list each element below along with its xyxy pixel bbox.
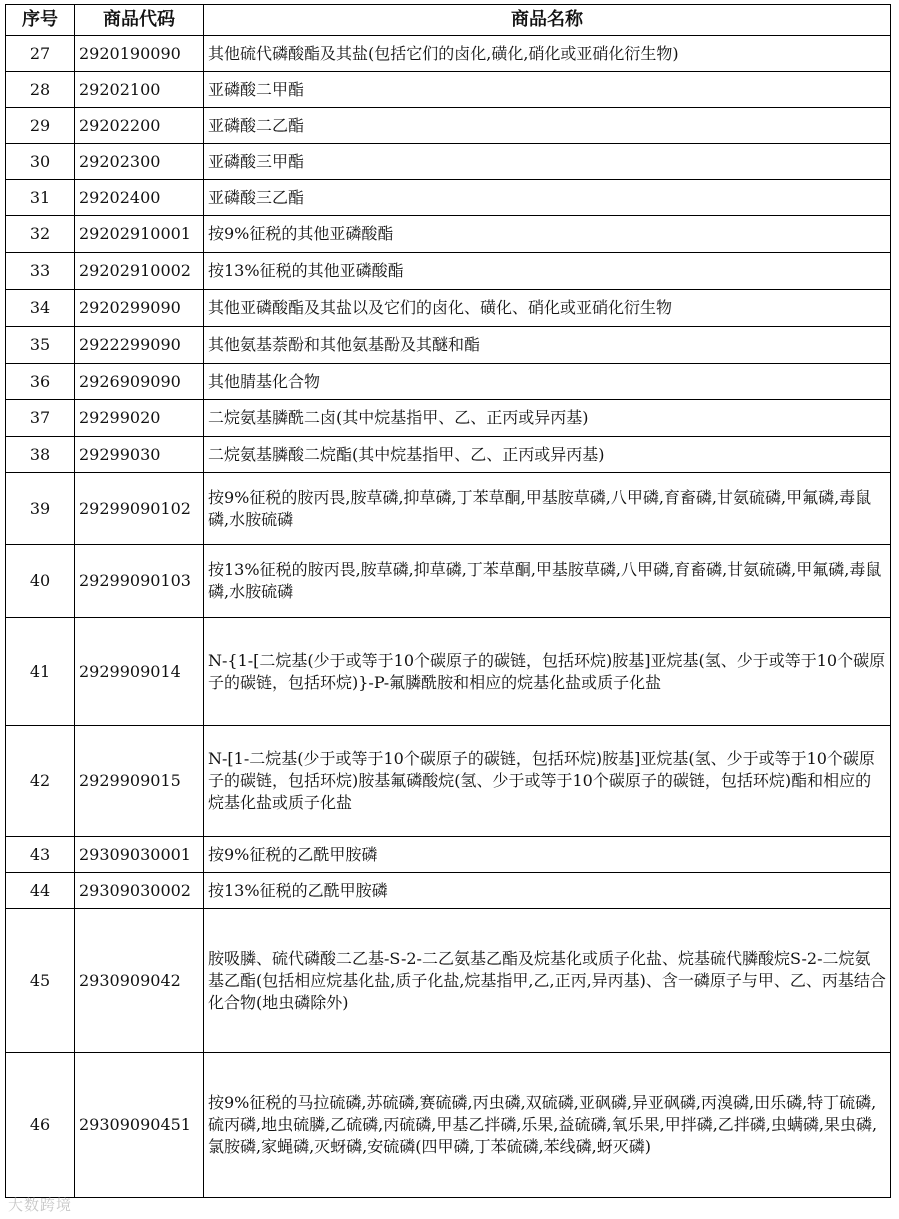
cell-seq: 41 (6, 618, 75, 726)
cell-name: 按9%征税的胺丙畏,胺草磷,抑草磷,丁苯草酮,甲基胺草磷,八甲磷,育畜磷,甘氨硫磷,甲氟磷,毒鼠磷,水胺硫磷 (204, 473, 891, 545)
table-row (6, 618, 891, 726)
header-name: 商品名称 (204, 5, 891, 36)
cell-seq: 34 (6, 290, 75, 327)
cell-name: 按9%征税的乙酰甲胺磷 (204, 837, 891, 873)
cell-name: 其他硫代磷酸酯及其盐(包括它们的卤化,磺化,硝化或亚硝化衍生物) (204, 36, 891, 72)
cell-seq: 35 (6, 327, 75, 364)
watermark: 大数跨境 (8, 1196, 73, 1214)
table-row (6, 72, 891, 108)
cell-code: 29299090102 (75, 473, 204, 545)
cell-name: N-{1-[二烷基(少于或等于10个碳原子的碳链，包括环烷)胺基]亚烷基(氢、少于或等于10个碳原子的碳链，包括环烷)}-P-氟膦酰胺和相应的烷基化盐或质子化盐 (204, 618, 891, 726)
cell-name: N-[1-二烷基(少于或等于10个碳原子的碳链，包括环烷)胺基]亚烷基(氢、少于或等于10个碳原子的碳链，包括环烷)胺基氟磷酸烷(氢、少于或等于10个碳原子的碳链，包括环烷)酯和相应的烷基化盐或质子化盐 (204, 726, 891, 837)
table-row (6, 180, 891, 216)
table-row (6, 545, 891, 618)
cell-name: 亚磷酸二乙酯 (204, 108, 891, 144)
cell-seq: 45 (6, 909, 75, 1053)
cell-seq: 42 (6, 726, 75, 837)
cell-name: 亚磷酸三甲酯 (204, 144, 891, 180)
cell-code: 29202910001 (75, 216, 204, 253)
cell-name: 亚磷酸二甲酯 (204, 72, 891, 108)
cell-name: 其他氨基萘酚和其他氨基酚及其醚和酯 (204, 327, 891, 364)
cell-seq: 32 (6, 216, 75, 253)
cell-name: 其他腈基化合物 (204, 364, 891, 400)
cell-seq: 46 (6, 1053, 75, 1198)
cell-seq: 31 (6, 180, 75, 216)
table-row (6, 108, 891, 144)
cell-name: 二烷氨基膦酰二卤(其中烷基指甲、乙、正丙或异丙基) (204, 400, 891, 437)
cell-code: 2929909015 (75, 726, 204, 837)
table-row (6, 837, 891, 873)
cell-code: 29202100 (75, 72, 204, 108)
cell-code: 29309030002 (75, 873, 204, 909)
table-header-row (6, 5, 891, 36)
cell-code: 29299030 (75, 437, 204, 473)
cell-name: 按9%征税的其他亚磷酸酯 (204, 216, 891, 253)
cell-name: 二烷氨基膦酸二烷酯(其中烷基指甲、乙、正丙或异丙基) (204, 437, 891, 473)
table-row (6, 1053, 891, 1198)
cell-name: 亚磷酸三乙酯 (204, 180, 891, 216)
table-row (6, 364, 891, 400)
cell-seq: 38 (6, 437, 75, 473)
table-row (6, 327, 891, 364)
cell-seq: 33 (6, 253, 75, 290)
table-body (6, 36, 891, 1198)
cell-seq: 40 (6, 545, 75, 618)
cell-seq: 39 (6, 473, 75, 545)
cell-code: 29299090103 (75, 545, 204, 618)
cell-code: 29202910002 (75, 253, 204, 290)
cell-seq: 29 (6, 108, 75, 144)
table-row (6, 290, 891, 327)
cell-code: 29202200 (75, 108, 204, 144)
cell-name: 按13%征税的胺丙畏,胺草磷,抑草磷,丁苯草酮,甲基胺草磷,八甲磷,育畜磷,甘氨硫磷,甲氟磷,毒鼠磷,水胺硫磷 (204, 545, 891, 618)
cell-name: 按13%征税的乙酰甲胺磷 (204, 873, 891, 909)
cell-code: 2920190090 (75, 36, 204, 72)
cell-seq: 30 (6, 144, 75, 180)
table-row (6, 909, 891, 1053)
table-row (6, 437, 891, 473)
cell-code: 29202400 (75, 180, 204, 216)
table-row (6, 873, 891, 909)
cell-name: 按9%征税的马拉硫磷,苏硫磷,赛硫磷,丙虫磷,双硫磷,亚砜磷,异亚砜磷,丙溴磷,田乐磷,特丁硫磷,硫丙磷,地虫硫膦,乙硫磷,丙硫磷,甲基乙拌磷,乐果,益硫磷,氧乐果,甲拌磷,乙拌磷,虫螨磷,果虫磷,氯胺磷,家蝇磷,灭蚜磷,安硫磷(四甲磷,丁苯硫磷,苯线磷,蚜灭磷) (204, 1053, 891, 1198)
cell-code: 29309090451 (75, 1053, 204, 1198)
table-row (6, 253, 891, 290)
cell-seq: 28 (6, 72, 75, 108)
cell-seq: 27 (6, 36, 75, 72)
cell-code: 2930909042 (75, 909, 204, 1053)
cell-code: 2926909090 (75, 364, 204, 400)
cell-name: 按13%征税的其他亚磷酸酯 (204, 253, 891, 290)
cell-code: 29299020 (75, 400, 204, 437)
cell-code: 2929909014 (75, 618, 204, 726)
cell-name: 胺吸膦、硫代磷酸二乙基-S-2-二乙氨基乙酯及烷基化或质子化盐、烷基硫代膦酸烷S-2-二烷氨基乙酯(包括相应烷基化盐,质子化盐,烷基指甲,乙,正丙,异丙基)、含一磷原子与甲、乙、丙基结合化合物(地虫磷除外) (204, 909, 891, 1053)
cell-seq: 44 (6, 873, 75, 909)
cell-code: 2920299090 (75, 290, 204, 327)
table-row (6, 216, 891, 253)
cell-name: 其他亚磷酸酯及其盐以及它们的卤化、磺化、硝化或亚硝化衍生物 (204, 290, 891, 327)
cell-seq: 36 (6, 364, 75, 400)
cell-code: 2922299090 (75, 327, 204, 364)
goods-table (5, 4, 891, 1198)
table-row (6, 726, 891, 837)
table-row (6, 400, 891, 437)
header-seq: 序号 (6, 5, 75, 36)
cell-code: 29202300 (75, 144, 204, 180)
table-row (6, 144, 891, 180)
cell-code: 29309030001 (75, 837, 204, 873)
header-code: 商品代码 (75, 5, 204, 36)
cell-seq: 37 (6, 400, 75, 437)
table-row (6, 36, 891, 72)
cell-seq: 43 (6, 837, 75, 873)
table-row (6, 473, 891, 545)
